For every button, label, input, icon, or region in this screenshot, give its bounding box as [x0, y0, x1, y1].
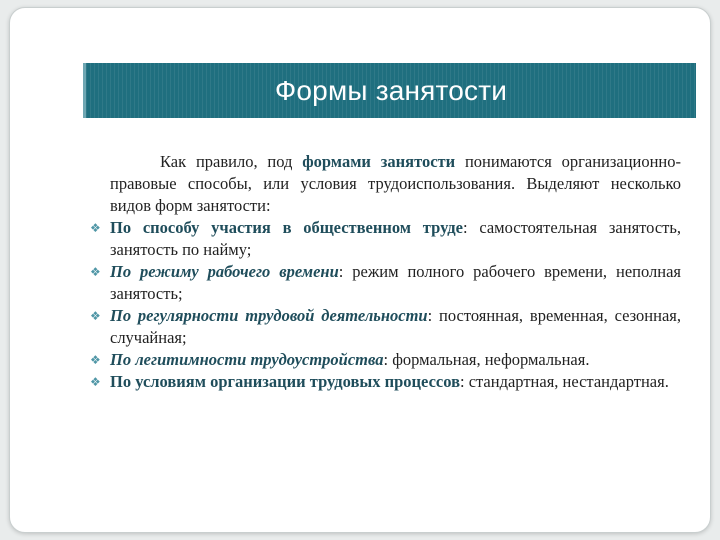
intro-text [110, 151, 681, 217]
intro-prefix: Как правило, под [160, 152, 303, 171]
item-text: : формальная, неформальная. [383, 350, 590, 369]
intro-highlight: формами занятости [302, 152, 456, 171]
list-item [88, 371, 681, 393]
slide [9, 7, 711, 533]
forms-list [88, 217, 681, 393]
item-term: По условиям организации трудовых процессов [110, 372, 460, 391]
item-text: : режим полного рабочего времени, неполная занятость; [110, 262, 681, 303]
diamond-bullet-icon: ❖ [90, 375, 101, 389]
diamond-bullet-icon: ❖ [90, 309, 101, 323]
slide-title: Формы занятости [274, 74, 508, 106]
diamond-bullet-icon: ❖ [90, 265, 101, 279]
list-item [88, 217, 681, 261]
title-bar [83, 63, 696, 118]
item-text: : постоянная, временная, сезонная, случайная; [110, 306, 681, 347]
intro-paragraph [110, 151, 681, 217]
list-item [88, 261, 681, 305]
intro-suffix: понимаются организационно-правовые способы, или условия трудоиспользования. Выделяют несколько видов форм занятости: [110, 152, 682, 215]
item-term: По режиму рабочего времени [110, 262, 339, 281]
item-term: По регулярности трудовой деятельности [110, 306, 428, 325]
list-item [88, 305, 681, 349]
item-text: : самостоятельная занятость, занятость по найму; [110, 218, 682, 259]
slide-content [88, 151, 681, 393]
item-term: По легитимности трудоустройства [110, 350, 384, 369]
diamond-bullet-icon: ❖ [90, 221, 101, 235]
item-term: По способу участия в общественном труде [110, 218, 463, 237]
item-text: : стандартная, нестандартная. [459, 372, 669, 391]
diamond-bullet-icon: ❖ [90, 353, 101, 367]
list-item [88, 349, 681, 371]
